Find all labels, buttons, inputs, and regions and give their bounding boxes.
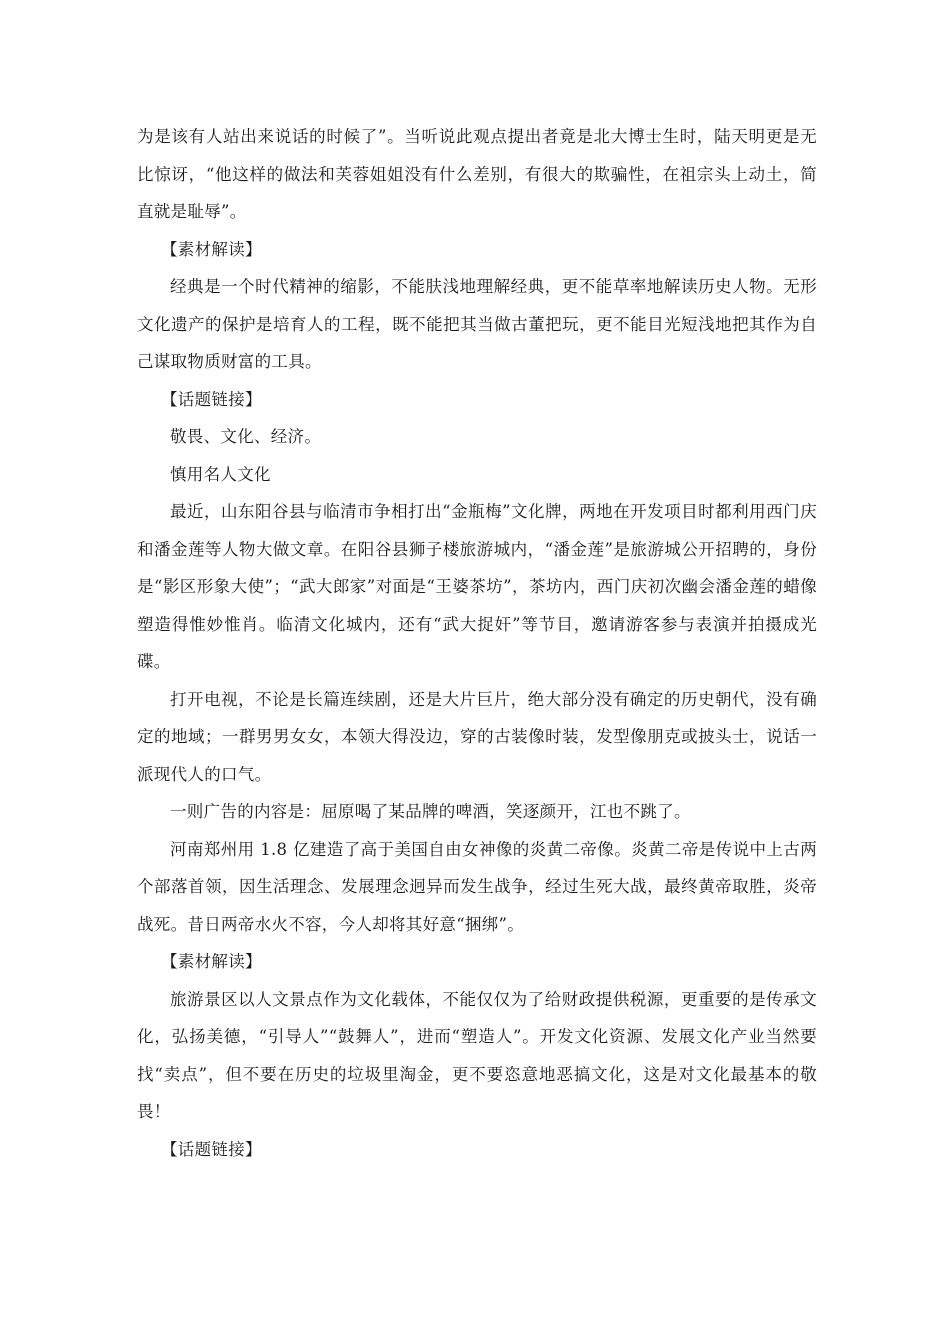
paragraph-yanggu-linqing: 最近，山东阳谷县与临清市争相打出“金瓶梅”文化牌，两地在开发项目时都利用西门庆和潘金莲等人物大做文章。在阳谷县狮子楼旅游城内，“潘金莲”是旅游城公开招聘的，身份是“影区形象大使”；“武大郎家”对面是“王婆茶坊”，茶坊内，西门庆初次幽会潘金莲的蜡像塑造得惟妙惟肖。临清文化城内，还有“武大捉奸”等节目，邀请游客参与表演并拍摄成光碟。 [137,502,817,671]
paragraph-interpretation-1: 经典是一个时代精神的缩影，不能肤浅地理解经典，更不能草率地解读历史人物。无形文化遗产的保护是培育人的工程，既不能把其当做古董把玩，更不能目光短浅地把其作为自己谋取物质财富的工具。 [137,277,817,371]
paragraph-interpretation-2: 旅游景区以人文景点作为文化载体，不能仅仅为了给财政提供税源，更重要的是传承文化，弘扬美德，“引导人”“鼓舞人”，进而“塑造人”。开发文化资源、发展文化产业当然要找“卖点”，但不要在历史的垃圾里淘金，更不要恣意地恶搞文化，这是对文化最基本的敬畏！ [137,989,817,1121]
paragraph-topic-keywords: 敬畏、文化、经济。 [170,427,322,446]
document-body [137,118,817,1168]
section-heading-topic-link: 【话题链接】 [161,389,262,409]
paragraph-tv-dramas: 打开电视，不论是长篇连续剧，还是大片巨片，绝大部分没有确定的历史朝代，没有确定的地域；一群男男女女，本领大得没边，穿的古装像时装，发型像朋克或披头士，说话一派现代人的口气。 [137,689,817,784]
paragraph-advertisement: 一则广告的内容是：屈原喝了某品牌的啤酒，笑逐颜开，江也不跳了。 [170,802,691,821]
section-heading-material-interpretation-2: 【素材解读】 [161,952,262,971]
section-heading-material-interpretation: 【素材解读】 [161,239,262,259]
section-heading-topic-link-2: 【话题链接】 [161,1139,262,1159]
paragraph-zhengzhou-statue: 河南郑州用 1.8 亿建造了高于美国自由女神像的炎黄二帝像。炎黄二帝是传说中上古两个部落首领，因生活理念、发展理念迥异而发生战争，经过生死大战，最终黄帝取胜，炎帝战死。昔日两帝水火不容，今人却将其好意“捆绑”。 [137,839,817,934]
paragraph-continuation: 为是该有人站出来说话的时候了”。当听说此观点提出者竟是北大博士生时，陆天明更是无比惊讶，“他这样的做法和芙蓉姐姐没有什么差别，有很大的欺骗性，在祖宗头上动土，简直就是耻辱”。 [137,127,817,221]
paragraph-subtitle: 慎用名人文化 [170,464,271,484]
